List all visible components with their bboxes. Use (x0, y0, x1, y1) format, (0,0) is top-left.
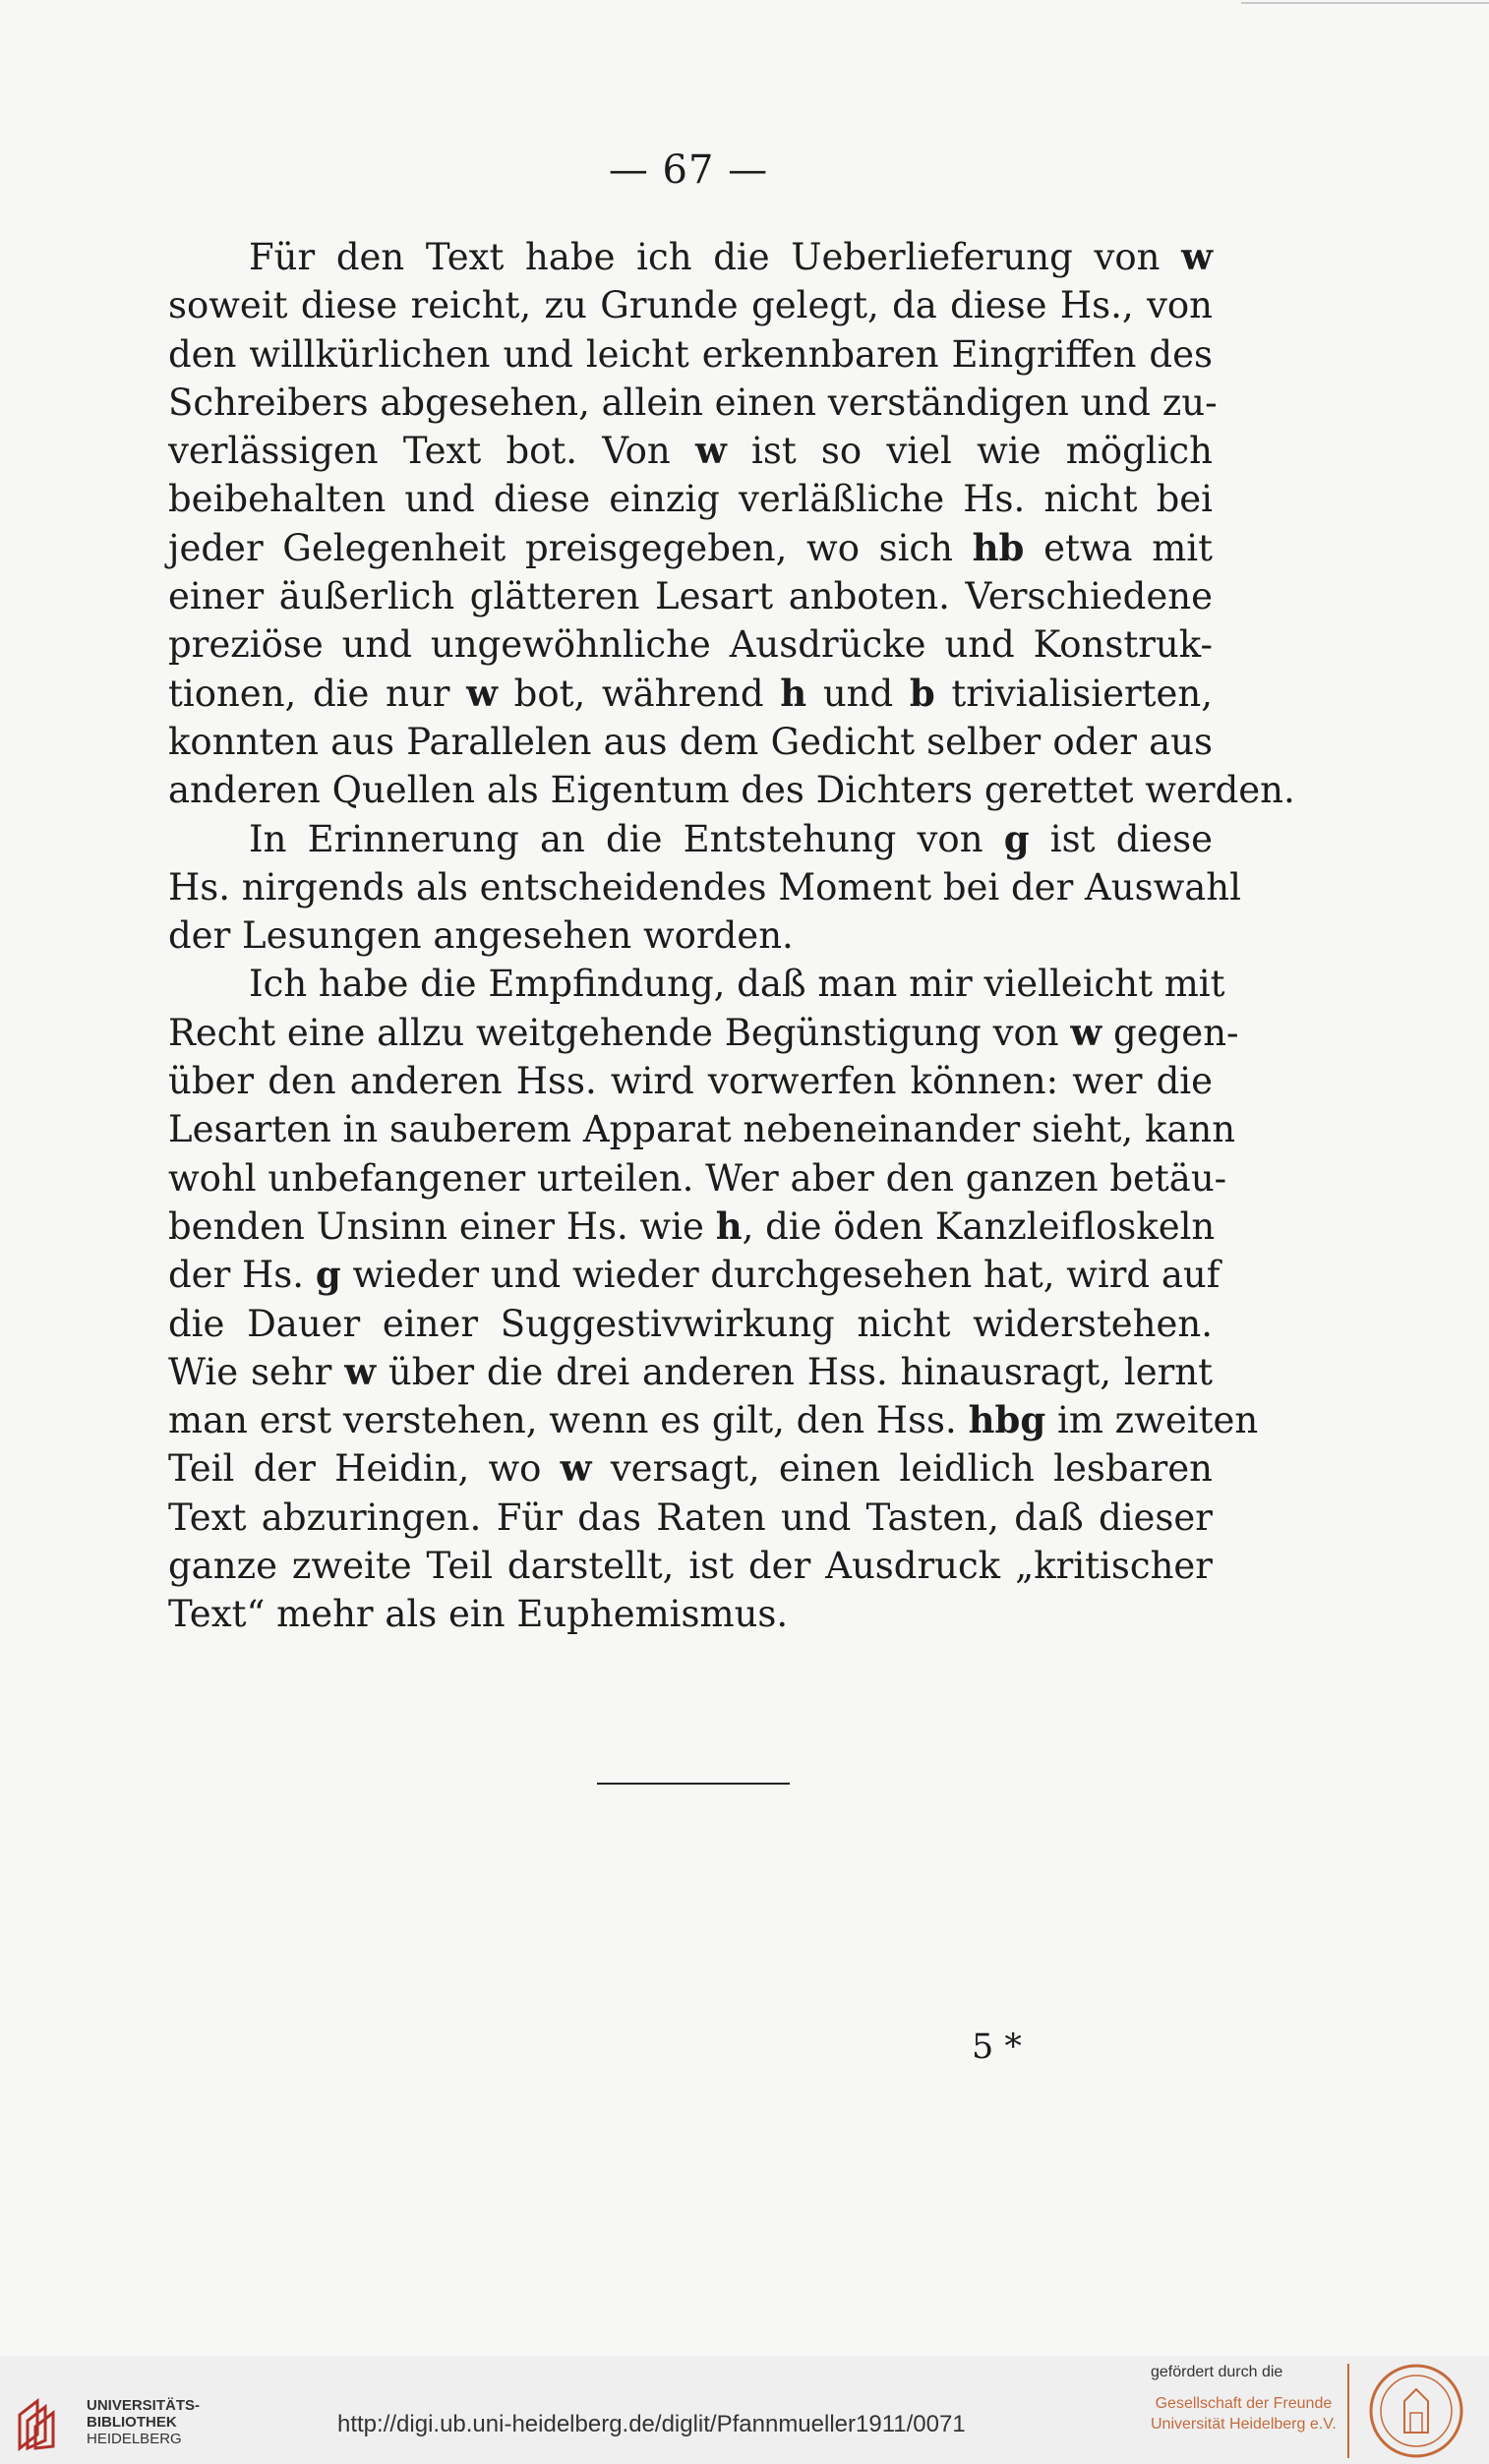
text-segment: In Erinnerung an die Entstehung von (249, 817, 1004, 860)
text-segment: über die drei anderen Hss. hinausragt, lernt (376, 1350, 1213, 1393)
top-edge-rule (1241, 2, 1489, 4)
manuscript-siglum: g (315, 1253, 341, 1297)
text-segment: soweit diese reicht, zu Grunde gelegt, da diese Hs., von (168, 284, 1213, 327)
text-segment: ganze zweite Teil darstellt, ist der Ausdruck „kritischer (168, 1545, 1213, 1588)
text-line (168, 379, 1218, 427)
sponsor-name-line2: Universität Heidelberg e.V. (1151, 2416, 1337, 2433)
text-line (168, 815, 1213, 863)
text-segment: trivialisierten, (934, 672, 1214, 715)
text-segment: Für den Text habe ich die Ueberlieferung von (249, 236, 1182, 278)
text-segment: ist diese (1029, 817, 1214, 860)
text-segment: preziöse und ungewöhnliche Ausdrücke und Konstruk- (168, 623, 1213, 667)
permalink-url[interactable]: http://digi.ub.uni-heidelberg.de/diglit/Pfannmueller1911/0071 (337, 2411, 966, 2437)
text-line (168, 1396, 1259, 1444)
manuscript-siglum: hbg (968, 1398, 1046, 1442)
text-line (168, 233, 1213, 281)
section-divider (597, 1783, 790, 1785)
text-line (168, 620, 1213, 669)
text-segment: Hs. nirgends als entscheidendes Moment bei der Auswahl (168, 865, 1241, 909)
text-line (168, 524, 1213, 572)
library-name-line1: UNIVERSITÄTS- (87, 2397, 201, 2414)
text-segment: Text abzuringen. Für das Raten und Tasten, daß dieser (168, 1496, 1213, 1539)
manuscript-siglum: b (909, 671, 935, 715)
text-line (168, 475, 1213, 523)
text-line (168, 1494, 1213, 1542)
library-name-line2: BIBLIOTHEK (87, 2414, 177, 2431)
body-text (168, 233, 1295, 1639)
text-segment: wieder und wieder durchgesehen hat, wird auf (340, 1254, 1221, 1297)
text-segment: gegen- (1102, 1011, 1239, 1054)
text-line (168, 766, 1295, 814)
text-segment: benden Unsinn einer Hs. wie (168, 1204, 716, 1248)
text-segment: Recht eine allzu weitgehende Begünstigung von (168, 1011, 1071, 1054)
library-name (87, 2397, 200, 2447)
manuscript-siglum: h (715, 1203, 743, 1248)
text-line (168, 1009, 1239, 1057)
text-segment: beibehalten und diese einzig verläßliche Hs. nicht bei (168, 478, 1213, 521)
manuscript-siglum: hb (972, 525, 1025, 569)
text-segment: versagt, einen leidlich lesbaren (591, 1447, 1213, 1491)
text-line (168, 863, 1241, 911)
text-segment: einer äußerlich glätteren Lesart anboten. Verschiedene (168, 575, 1213, 618)
text-segment: tionen, die nur (168, 672, 467, 715)
sheet-signature: 5 * (972, 2027, 1022, 2067)
text-line (168, 1105, 1236, 1153)
text-segment: Wie sehr (168, 1350, 345, 1393)
manuscript-siglum: g (1003, 816, 1030, 860)
text-segment: den willkürlichen und leicht erkennbaren Eingriffen des (168, 332, 1213, 376)
page-number: — 67 — (608, 147, 769, 193)
text-line (168, 1203, 1216, 1251)
text-line (168, 281, 1213, 329)
text-segment: und (806, 672, 910, 715)
text-line (168, 330, 1213, 379)
text-line (168, 1300, 1213, 1348)
text-line (168, 670, 1213, 718)
text-segment: ist so viel wie möglich (726, 430, 1213, 473)
text-line (168, 718, 1213, 766)
manuscript-siglum: w (1070, 1010, 1102, 1054)
text-segment: wohl unbefangener urteilen. Wer aber den ganzen betäu- (168, 1156, 1227, 1200)
text-segment: anderen Quellen als Eigentum des Dichters gerettet werden. (168, 769, 1295, 812)
text-segment: jeder Gelegenheit preisgegeben, wo sich (168, 526, 973, 569)
text-line (168, 1542, 1213, 1590)
text-line (168, 911, 1213, 960)
text-segment: , die öden Kanzleifloskeln (742, 1204, 1216, 1248)
sponsor-name (1151, 2393, 1337, 2435)
text-line (168, 1590, 1213, 1638)
text-line (168, 1251, 1221, 1299)
text-line (168, 1154, 1227, 1203)
text-line (168, 427, 1213, 475)
text-line (168, 572, 1213, 620)
text-segment: man erst verstehen, wenn es gilt, den Hss. (168, 1399, 969, 1442)
manuscript-siglum: w (344, 1349, 377, 1393)
manuscript-siglum: w (560, 1446, 592, 1491)
digitization-footer (0, 2356, 1489, 2464)
text-segment: im zweiten (1045, 1399, 1259, 1442)
sponsor-divider (1347, 2364, 1349, 2458)
text-segment: verlässigen Text bot. Von (168, 430, 695, 473)
manuscript-siglum: w (466, 671, 498, 715)
university-seal-icon (1367, 2362, 1465, 2460)
text-segment: konnten aus Parallelen aus dem Gedicht selber oder aus (168, 720, 1213, 763)
text-segment: der Hs. (168, 1254, 316, 1297)
text-segment: Text“ mehr als ein Euphemismus. (168, 1593, 789, 1636)
manuscript-siglum: w (694, 429, 727, 473)
text-line (168, 1057, 1213, 1105)
text-line (168, 1348, 1213, 1396)
manuscript-siglum: h (780, 671, 807, 715)
text-segment: Lesarten in sauberem Apparat nebeneinander sieht, kann (168, 1108, 1236, 1151)
text-line (168, 1444, 1213, 1493)
text-segment: die Dauer einer Suggestivwirkung nicht widerstehen. (168, 1302, 1213, 1345)
manuscript-siglum: w (1181, 235, 1213, 278)
library-name-line3: HEIDELBERG (87, 2431, 182, 2447)
sponsor-name-line1: Gesellschaft der Freunde (1155, 2395, 1333, 2412)
text-segment: etwa mit (1024, 526, 1213, 569)
text-line (168, 960, 1225, 1008)
text-segment: bot, während (497, 672, 781, 715)
text-segment: über den anderen Hss. wird vorwerfen können: wer die (168, 1060, 1213, 1103)
text-segment: Schreibers abgesehen, allein einen verständigen und zu- (168, 381, 1218, 424)
sponsor-caption: gefördert durch die (1151, 2364, 1283, 2380)
text-segment: der Lesungen angesehen worden. (168, 914, 794, 958)
text-segment: Ich habe die Empfindung, daß man mir vielleicht mit (249, 963, 1225, 1006)
text-segment: Teil der Heidin, wo (168, 1447, 561, 1491)
library-logo-icon (14, 2395, 77, 2454)
